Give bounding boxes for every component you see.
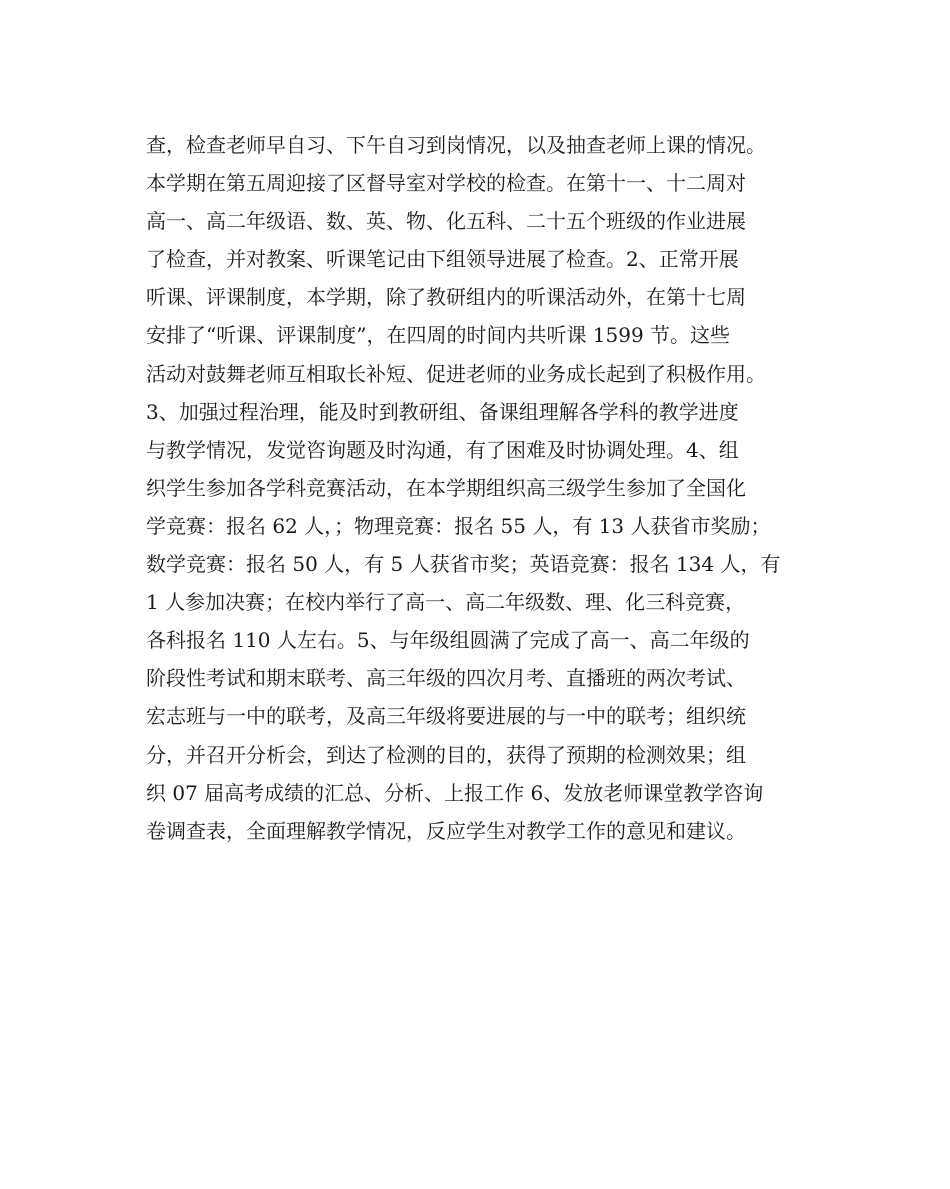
text-line: 1 人参加决赛；在校内举行了高一、高二年级数、理、化三科竞赛， <box>146 590 746 615</box>
text-line: 数学竞赛：报名 50 人，有 5 人获省市奖；英语竞赛：报名 134 人，有 <box>146 552 781 577</box>
text-line: 活动对鼓舞老师互相取长补短、促进老师的业务成长起到了积极作用。 <box>146 361 766 386</box>
text-line: 各科报名 110 人左右。5、与年级组圆满了完成了高一、高二年级的 <box>146 628 750 653</box>
text-line: 3、加强过程治理，能及时到教研组、备课组理解各学科的教学进度 <box>146 399 739 424</box>
body-text <box>146 126 826 850</box>
text-line: 高一、高二年级语、数、英、物、化五科、二十五个班级的作业进展 <box>146 209 746 234</box>
text-line: 分，并召开分析会，到达了检测的目的，获得了预期的检测效果；组 <box>146 742 746 767</box>
text-line: 卷调查表，全面理解教学情况，反应学生对教学工作的意见和建议。 <box>146 818 746 843</box>
text-line: 安排了“听课、评课制度”，在四周的时间内共听课 1599 节。这些 <box>146 323 731 348</box>
text-line: 了检查，并对教案、听课笔记由下组领导进展了检查。2、正常开展 <box>146 247 739 272</box>
text-line: 听课、评课制度，本学期，除了教研组内的听课活动外，在第十七周 <box>146 285 746 310</box>
text-line: 学竞赛：报名 62 人，；物理竞赛：报名 55 人，有 13 人获省市奖励； <box>146 513 771 538</box>
text-line: 阶段性考试和期末联考、高三年级的四次月考、直播班的两次考试、 <box>146 666 746 691</box>
text-line: 本学期在第五周迎接了区督导室对学校的检查。在第十一、十二周对 <box>146 171 746 196</box>
text-line: 查，检查老师早自习、下午自习到岗情况，以及抽查老师上课的情况。 <box>146 133 766 157</box>
text-line: 与教学情况，发觉咨询题及时沟通，有了困难及时协调处理。4、组 <box>146 437 739 462</box>
text-line: 织 07 届高考成绩的汇总、分析、上报工作 6、发放老师课堂教学咨询 <box>146 780 764 805</box>
text-line: 宏志班与一中的联考，及高三年级将要进展的与一中的联考；组织统 <box>146 704 746 729</box>
text-line: 织学生参加各学科竞赛活动，在本学期组织高三级学生参加了全国化 <box>146 475 746 500</box>
